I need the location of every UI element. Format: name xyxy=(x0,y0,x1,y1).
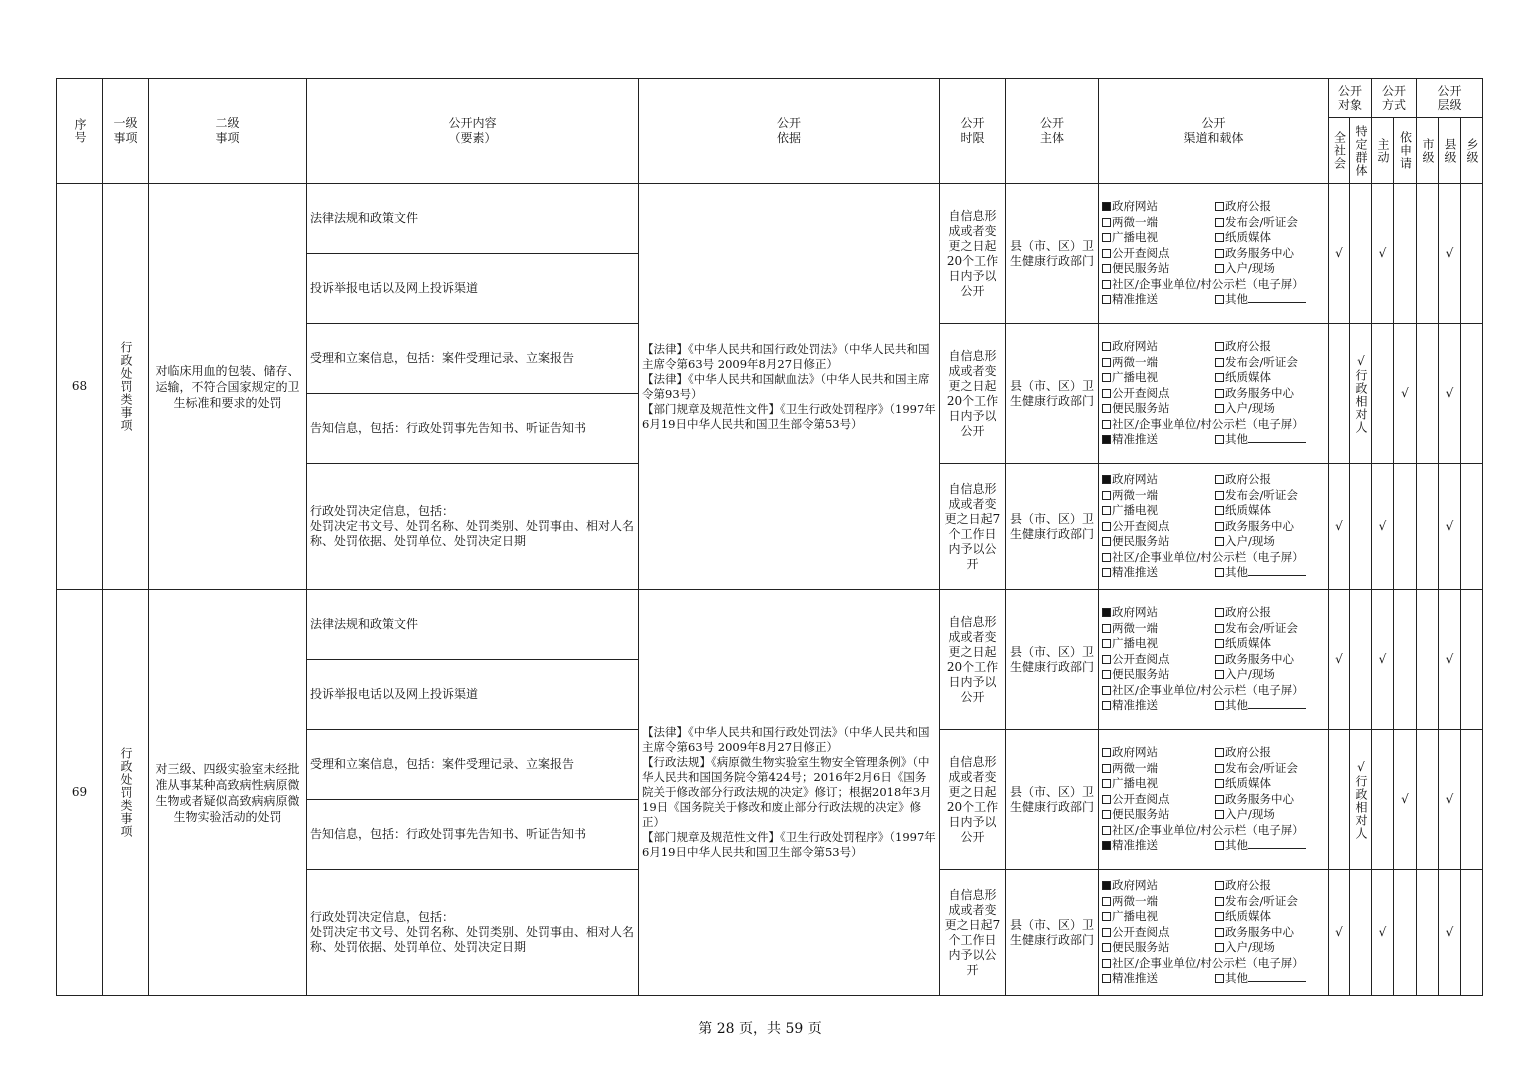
checkbox-icon xyxy=(1215,264,1224,273)
header-basis: 公开 依据 xyxy=(639,79,940,184)
obj-all-cell: √ xyxy=(1329,870,1350,996)
channel-cell xyxy=(1099,730,1329,870)
checkbox-icon xyxy=(1215,537,1224,546)
checkbox-icon xyxy=(1102,522,1111,531)
method-request-cell: √ xyxy=(1394,324,1417,464)
level1-cell: 行政处罚类事项 xyxy=(103,184,149,590)
level-town-cell xyxy=(1461,590,1483,730)
checkbox-icon xyxy=(1102,779,1111,788)
header-method: 公开方式 xyxy=(1372,79,1417,118)
checkbox-icon xyxy=(1215,435,1224,444)
content-cell: 告知信息，包括：行政处罚事先告知书、听证告知书 xyxy=(307,800,639,870)
checkbox-icon xyxy=(1215,475,1224,484)
time-cell: 自信息形成或者变更之日起20个工作日内予以公开 xyxy=(940,590,1006,730)
obj-all-cell: √ xyxy=(1329,464,1350,590)
level-city-cell xyxy=(1417,590,1439,730)
checkbox-icon xyxy=(1102,537,1111,546)
content-cell: 受理和立案信息，包括：案件受理记录、立案报告 xyxy=(307,324,639,394)
obj-specific-cell xyxy=(1350,184,1372,324)
checkbox-icon xyxy=(1102,358,1111,367)
channel-list: 政府网站 政府公报 两微一端 发布会/听证会 广播电视 纸质媒体 公开查阅点 政务服务中心 便民服务站 入户/现场 社区/企事业单位/村公示栏（电子屏） 精准推送 其他 xyxy=(1099,605,1328,714)
checkbox-icon xyxy=(1102,748,1111,757)
header-time: 公开 时限 xyxy=(940,79,1006,184)
time-cell: 自信息形成或者变更之日起20个工作日内予以公开 xyxy=(940,324,1006,464)
checkbox-icon xyxy=(1215,608,1224,617)
checkbox-icon xyxy=(1215,218,1224,227)
level-city-cell xyxy=(1417,464,1439,590)
method-request-cell xyxy=(1394,590,1417,730)
checkbox-icon xyxy=(1102,553,1111,562)
time-cell: 自信息形成或者变更之日起20个工作日内予以公开 xyxy=(940,184,1006,324)
level-county-cell: √ xyxy=(1439,324,1461,464)
method-request-cell xyxy=(1394,464,1417,590)
subject-cell: 县（市、区）卫生健康行政部门 xyxy=(1006,730,1099,870)
checkbox-icon xyxy=(1215,522,1224,531)
checkbox-icon xyxy=(1215,779,1224,788)
channel-list: 政府网站 政府公报 两微一端 发布会/听证会 广播电视 纸质媒体 公开查阅点 政务服务中心 便民服务站 入户/现场 社区/企事业单位/村公示栏（电子屏） 精准推送 其他 xyxy=(1099,878,1328,987)
level-town-cell xyxy=(1461,870,1483,996)
seq-cell: 69 xyxy=(57,590,103,996)
checkbox-icon xyxy=(1102,491,1111,500)
content-cell: 告知信息，包括：行政处罚事先告知书、听证告知书 xyxy=(307,394,639,464)
method-active-cell: √ xyxy=(1372,870,1394,996)
header-level2: 二级 事项 xyxy=(149,79,307,184)
checkbox-icon xyxy=(1215,295,1224,304)
checkbox-icon xyxy=(1102,568,1111,577)
level-county-cell: √ xyxy=(1439,464,1461,590)
header-subject: 公开 主体 xyxy=(1006,79,1099,184)
checkbox-icon xyxy=(1102,435,1111,444)
checkbox-icon xyxy=(1102,264,1111,273)
checkbox-icon xyxy=(1215,974,1224,983)
checkbox-icon xyxy=(1215,506,1224,515)
checkbox-icon xyxy=(1102,764,1111,773)
checkbox-icon xyxy=(1102,959,1111,968)
checkbox-icon xyxy=(1215,624,1224,633)
checkbox-icon xyxy=(1102,506,1111,515)
checkbox-icon xyxy=(1215,249,1224,258)
level-city-cell xyxy=(1417,730,1439,870)
checkbox-icon xyxy=(1215,389,1224,398)
content-cell: 法律法规和政策文件 xyxy=(307,184,639,254)
level-city-cell xyxy=(1417,184,1439,324)
header-level-city: 市级 xyxy=(1417,118,1439,184)
table-body xyxy=(57,184,1483,996)
table-row xyxy=(57,184,1483,254)
content-cell: 受理和立案信息，包括：案件受理记录、立案报告 xyxy=(307,730,639,800)
header-level: 公开层级 xyxy=(1417,79,1483,118)
checkbox-icon xyxy=(1102,608,1111,617)
obj-specific-cell xyxy=(1350,590,1372,730)
checkbox-icon xyxy=(1215,795,1224,804)
checkbox-icon xyxy=(1215,810,1224,819)
checkbox-icon xyxy=(1102,373,1111,382)
seq-cell: 68 xyxy=(57,184,103,590)
basis-cell: 【法律】《中华人民共和国行政处罚法》（中华人民共和国主席令第63号 2009年8月27日修正） 【行政法规】《病原微生物实验室生物安全管理条例》（中华人民共和国国务院令第424号；2016年2月6日《国务院关于修改部分行政法规的决定》修订；根据2018年3月19日《国务院关于修改和废止部分行政法规的决定》修正） 【部门规章及规范性文件】《卫生行政处罚程序》（1997年6月19日中华人民共和国卫生部令第53号） xyxy=(639,590,940,996)
header-channel: 公开 渠道和载体 xyxy=(1099,79,1329,184)
checkbox-icon xyxy=(1215,748,1224,757)
checkbox-icon xyxy=(1102,624,1111,633)
method-active-cell xyxy=(1372,324,1394,464)
level-town-cell xyxy=(1461,730,1483,870)
checkbox-icon xyxy=(1215,912,1224,921)
obj-specific-cell: √行政相对人 xyxy=(1350,324,1372,464)
level2-cell: 对三级、四级实验室未经批准从事某种高致病性病原微生物或者疑似高致病病原微生物实验活动的处罚 xyxy=(149,590,307,996)
time-cell: 自信息形成或者变更之日起7个工作日内予以公开 xyxy=(940,464,1006,590)
checkbox-icon xyxy=(1102,475,1111,484)
checkbox-icon xyxy=(1102,670,1111,679)
header-level-county: 县级 xyxy=(1439,118,1461,184)
content-cell: 行政处罚决定信息，包括： 处罚决定书文号、处罚名称、处罚类别、处罚事由、相对人名称、处罚依据、处罚单位、处罚决定日期 xyxy=(307,464,639,590)
level-city-cell xyxy=(1417,870,1439,996)
level-town-cell xyxy=(1461,324,1483,464)
method-request-cell: √ xyxy=(1394,730,1417,870)
page-footer: 第 28 页，共 59 页 xyxy=(698,1021,822,1037)
checkbox-icon xyxy=(1102,295,1111,304)
method-request-cell xyxy=(1394,184,1417,324)
channel-list: 政府网站 政府公报 两微一端 发布会/听证会 广播电视 纸质媒体 公开查阅点 政务服务中心 便民服务站 入户/现场 社区/企事业单位/村公示栏（电子屏） 精准推送 其他 xyxy=(1099,472,1328,581)
obj-specific-cell: √行政相对人 xyxy=(1350,730,1372,870)
checkbox-icon xyxy=(1215,233,1224,242)
subject-cell: 县（市、区）卫生健康行政部门 xyxy=(1006,870,1099,996)
level-county-cell: √ xyxy=(1439,590,1461,730)
checkbox-icon xyxy=(1215,568,1224,577)
checkbox-icon xyxy=(1102,974,1111,983)
level-county-cell: √ xyxy=(1439,184,1461,324)
header-obj-all: 全社会 xyxy=(1329,118,1350,184)
header-method-active: 主动 xyxy=(1372,118,1394,184)
obj-all-cell xyxy=(1329,730,1350,870)
checkbox-icon xyxy=(1215,897,1224,906)
channel-list: 政府网站 政府公报 两微一端 发布会/听证会 广播电视 纸质媒体 公开查阅点 政务服务中心 便民服务站 入户/现场 社区/企事业单位/村公示栏（电子屏） 精准推送 其他 xyxy=(1099,745,1328,854)
channel-cell xyxy=(1099,184,1329,324)
checkbox-icon xyxy=(1215,491,1224,500)
level-town-cell xyxy=(1461,464,1483,590)
checkbox-icon xyxy=(1215,342,1224,351)
level-county-cell: √ xyxy=(1439,730,1461,870)
header-level1: 一级 事项 xyxy=(103,79,149,184)
time-cell: 自信息形成或者变更之日起7个工作日内予以公开 xyxy=(940,870,1006,996)
channel-cell xyxy=(1099,870,1329,996)
subject-cell: 县（市、区）卫生健康行政部门 xyxy=(1006,464,1099,590)
header-obj-specific: 特定群体 xyxy=(1350,118,1372,184)
checkbox-icon xyxy=(1102,826,1111,835)
checkbox-icon xyxy=(1102,810,1111,819)
obj-all-cell: √ xyxy=(1329,590,1350,730)
obj-all-cell xyxy=(1329,324,1350,464)
checkbox-icon xyxy=(1215,943,1224,952)
checkbox-icon xyxy=(1102,881,1111,890)
checkbox-icon xyxy=(1215,841,1224,850)
content-cell: 投诉举报电话以及网上投诉渠道 xyxy=(307,660,639,730)
checkbox-icon xyxy=(1215,358,1224,367)
checkbox-icon xyxy=(1102,404,1111,413)
level2-cell: 对临床用血的包装、储存、运输，不符合国家规定的卫生标准和要求的处罚 xyxy=(149,184,307,590)
subject-cell: 县（市、区）卫生健康行政部门 xyxy=(1006,324,1099,464)
header-method-request: 依申请 xyxy=(1394,118,1417,184)
checkbox-icon xyxy=(1102,841,1111,850)
checkbox-icon xyxy=(1102,202,1111,211)
channel-list: 政府网站 政府公报 两微一端 发布会/听证会 广播电视 纸质媒体 公开查阅点 政务服务中心 便民服务站 入户/现场 社区/企事业单位/村公示栏（电子屏） 精准推送 其他 xyxy=(1099,339,1328,448)
header-object: 公开对象 xyxy=(1329,79,1372,118)
subject-cell: 县（市、区）卫生健康行政部门 xyxy=(1006,184,1099,324)
content-cell: 行政处罚决定信息，包括： 处罚决定书文号、处罚名称、处罚类别、处罚事由、相对人名称、处罚依据、处罚单位、处罚决定日期 xyxy=(307,870,639,996)
header-seq: 序号 xyxy=(57,79,103,184)
level-city-cell xyxy=(1417,324,1439,464)
obj-all-cell: √ xyxy=(1329,184,1350,324)
checkbox-icon xyxy=(1102,233,1111,242)
checkbox-icon xyxy=(1102,639,1111,648)
checkbox-icon xyxy=(1215,764,1224,773)
checkbox-icon xyxy=(1215,670,1224,679)
channel-cell xyxy=(1099,464,1329,590)
checkbox-icon xyxy=(1215,928,1224,937)
checkbox-icon xyxy=(1102,686,1111,695)
checkbox-icon xyxy=(1102,943,1111,952)
level1-cell: 行政处罚类事项 xyxy=(103,590,149,996)
checkbox-icon xyxy=(1102,928,1111,937)
content-cell: 投诉举报电话以及网上投诉渠道 xyxy=(307,254,639,324)
checkbox-icon xyxy=(1215,881,1224,890)
header-level-town: 乡级 xyxy=(1461,118,1483,184)
checkbox-icon xyxy=(1102,701,1111,710)
checkbox-icon xyxy=(1102,897,1111,906)
basis-cell: 【法律】《中华人民共和国行政处罚法》（中华人民共和国主席令第63号 2009年8月27日修正） 【法律】《中华人民共和国献血法》（中华人民共和国主席令第93号） 【部门规章及规范性文件】《卫生行政处罚程序》（1997年6月19日中华人民共和国卫生部令第53号） xyxy=(639,184,940,590)
obj-specific-cell xyxy=(1350,464,1372,590)
checkbox-icon xyxy=(1215,701,1224,710)
level-county-cell: √ xyxy=(1439,870,1461,996)
method-request-cell xyxy=(1394,870,1417,996)
channel-cell xyxy=(1099,324,1329,464)
checkbox-icon xyxy=(1215,404,1224,413)
checkbox-icon xyxy=(1102,655,1111,664)
content-cell: 法律法规和政策文件 xyxy=(307,590,639,660)
checkbox-icon xyxy=(1102,912,1111,921)
subject-cell: 县（市、区）卫生健康行政部门 xyxy=(1006,590,1099,730)
channel-cell xyxy=(1099,590,1329,730)
checkbox-icon xyxy=(1215,655,1224,664)
checkbox-icon xyxy=(1102,249,1111,258)
checkbox-icon xyxy=(1102,795,1111,804)
checkbox-icon xyxy=(1102,420,1111,429)
obj-specific-cell xyxy=(1350,870,1372,996)
checkbox-icon xyxy=(1215,639,1224,648)
checkbox-icon xyxy=(1102,280,1111,289)
table-row xyxy=(57,590,1483,660)
method-active-cell: √ xyxy=(1372,464,1394,590)
checkbox-icon xyxy=(1102,389,1111,398)
checkbox-icon xyxy=(1215,202,1224,211)
time-cell: 自信息形成或者变更之日起20个工作日内予以公开 xyxy=(940,730,1006,870)
level-town-cell xyxy=(1461,184,1483,324)
checkbox-icon xyxy=(1102,342,1111,351)
disclosure-table xyxy=(56,78,1483,996)
channel-list: 政府网站 政府公报 两微一端 发布会/听证会 广播电视 纸质媒体 公开查阅点 政务服务中心 便民服务站 入户/现场 社区/企事业单位/村公示栏（电子屏） 精准推送 其他 xyxy=(1099,199,1328,308)
checkbox-icon xyxy=(1215,373,1224,382)
checkbox-icon xyxy=(1102,218,1111,227)
header-content: 公开内容 （要素） xyxy=(307,79,639,184)
method-active-cell xyxy=(1372,730,1394,870)
method-active-cell: √ xyxy=(1372,184,1394,324)
method-active-cell: √ xyxy=(1372,590,1394,730)
